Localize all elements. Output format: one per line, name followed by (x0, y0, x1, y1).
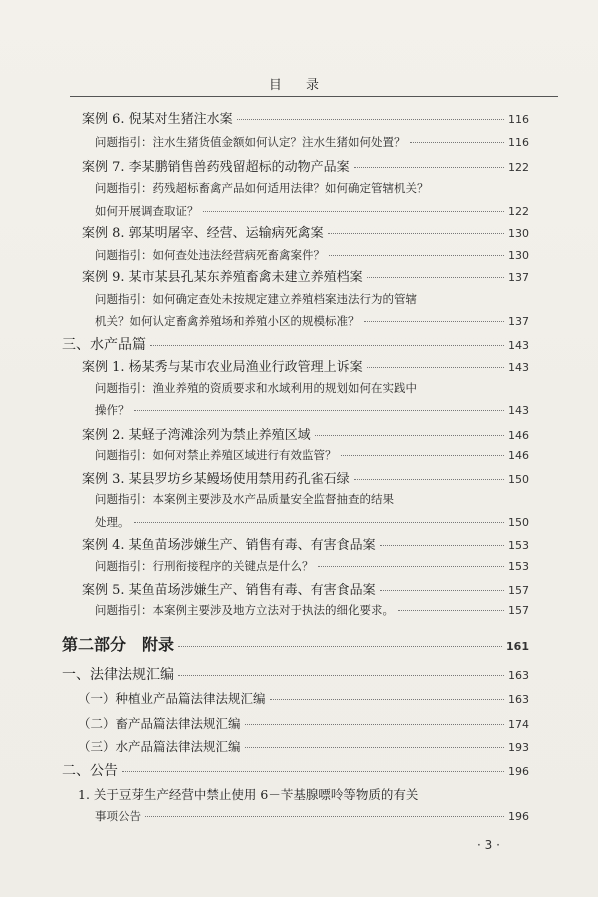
toc-entry[interactable]: 案例 7. 李某鹏销售兽药残留超标的动物产品案 122 (82, 160, 529, 175)
toc-part[interactable]: 第二部分 附录 161 (62, 635, 529, 654)
toc-entry[interactable]: 问题指引：渔业养殖的资质要求和水域利用的规划如何在实践中 (95, 381, 417, 395)
toc-entry[interactable]: 事项公告 196 (95, 809, 529, 823)
toc-entry[interactable]: 问题指引：注水生猪货值金额如何认定？注水生猪如何处置？ 116 (95, 135, 529, 149)
toc-section[interactable]: 二、公告 196 (62, 763, 529, 779)
toc-entry[interactable]: 案例 8. 郭某明屠宰、经营、运输病死禽案 130 (82, 226, 529, 241)
toc-entry[interactable]: （三）水产品篇法律法规汇编 193 (78, 739, 529, 754)
toc-entry[interactable]: （二）畜产品篇法律法规汇编 174 (78, 716, 529, 731)
toc-entry[interactable]: 案例 2. 某蛏子湾滩涂列为禁止养殖区域 146 (82, 428, 529, 443)
toc-entry[interactable]: 问题指引：如何查处违法经营病死畜禽案件？ 130 (95, 248, 529, 262)
page-number: · 3 · (477, 838, 500, 852)
toc-entry[interactable]: 案例 5. 某鱼苗场涉嫌生产、销售有毒、有害食品案 157 (82, 583, 529, 598)
toc-entry[interactable]: 如何开展调查取证？ 122 (95, 204, 529, 218)
toc-entry[interactable]: 案例 6. 倪某对生猪注水案 116 (82, 112, 529, 127)
toc-entry[interactable]: 问题指引：本案例主要涉及水产品质量安全监督抽查的结果 (95, 492, 394, 506)
header-rule (70, 96, 558, 97)
toc-entry[interactable]: 问题指引：如何确定查处未按规定建立养殖档案违法行为的管辖 (95, 292, 417, 306)
toc-entry[interactable]: 问题指引：行刑衔接程序的关键点是什么？ 153 (95, 559, 529, 573)
toc-entry[interactable]: （一）种植业产品篇法律法规汇编 163 (78, 691, 529, 706)
toc-entry[interactable]: 操作？ 143 (95, 403, 529, 417)
toc-entry[interactable]: 案例 1. 杨某秀与某市农业局渔业行政管理上诉案 143 (82, 360, 529, 375)
toc-entry[interactable]: 案例 9. 某市某县孔某东养殖畜禽未建立养殖档案 137 (82, 270, 529, 285)
toc-entry[interactable]: 问题指引：药残超标畜禽产品如何适用法律？如何确定管辖机关？ (95, 181, 429, 195)
toc-entry[interactable]: 1. 关于豆芽生产经营中禁止使用 6－苄基腺嘌呤等物质的有关 (78, 787, 419, 802)
toc-entry[interactable]: 案例 4. 某鱼苗场涉嫌生产、销售有毒、有害食品案 153 (82, 538, 529, 553)
toc-entry[interactable]: 处理。 150 (95, 515, 529, 529)
toc-section[interactable]: 一、法律法规汇编 163 (62, 667, 529, 683)
toc-entry[interactable]: 案例 3. 某县罗坊乡某鳗场使用禁用药孔雀石绿 150 (82, 472, 529, 487)
toc-entry[interactable]: 问题指引：如何对禁止养殖区域进行有效监管？ 146 (95, 448, 529, 462)
toc-entry[interactable]: 问题指引：本案例主要涉及地方立法对于执法的细化要求。 157 (95, 603, 529, 617)
toc-section[interactable]: 三、水产品篇 143 (62, 337, 529, 353)
page-title: 目 录 (268, 78, 330, 93)
toc-entry[interactable]: 机关？如何认定畜禽养殖场和养殖小区的规模标准？ 137 (95, 314, 529, 328)
